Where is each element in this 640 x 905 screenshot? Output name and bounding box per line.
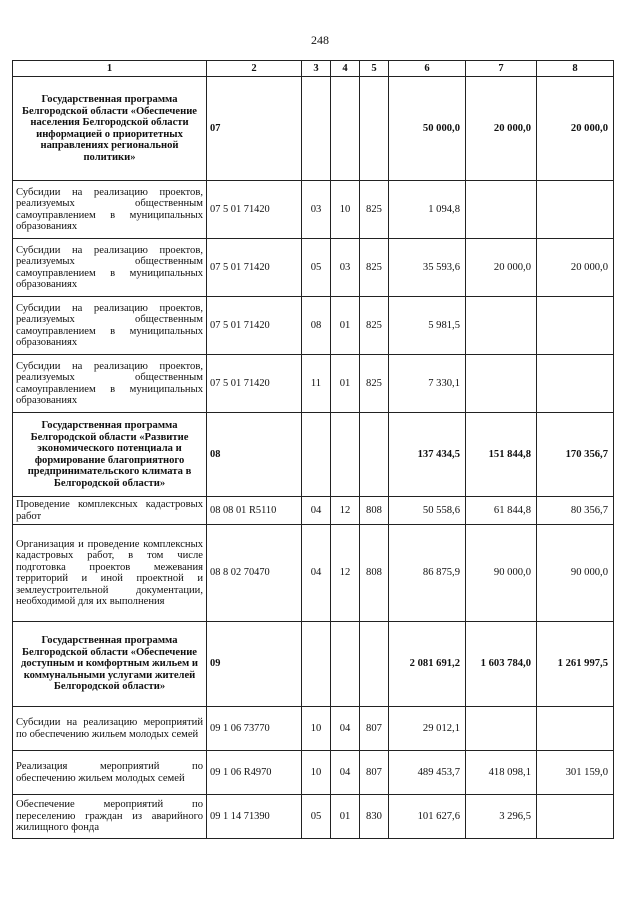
program-row <box>13 622 614 707</box>
row-section: 04 <box>302 525 331 622</box>
row-value-6: 489 453,7 <box>389 751 466 795</box>
row-value-6: 50 000,0 <box>389 77 466 181</box>
row-ministry: 807 <box>360 707 389 751</box>
row-value-7: 1 603 784,0 <box>466 622 537 707</box>
table-row <box>13 181 614 239</box>
row-name: Субсидии на реализацию проектов, реализуемых общественным самоуправлением в муниципальных образованиях <box>13 181 207 239</box>
row-name: Субсидии на реализацию проектов, реализуемых общественным самоуправлением в муниципальных образованиях <box>13 355 207 413</box>
row-code: 07 5 01 71420 <box>207 181 302 239</box>
row-name: Государственная программа Белгородской области «Обеспечение населения Белгородской области информацией о приоритетных направлениях региональной политики» <box>13 77 207 181</box>
row-name: Государственная программа Белгородской области «Развитие экономического потенциала и формирование благоприятного предпринимательского климата в Белгородской области» <box>13 413 207 497</box>
row-ministry: 808 <box>360 497 389 525</box>
row-name: Субсидии на реализацию проектов, реализуемых общественным самоуправлением в муниципальных образованиях <box>13 239 207 297</box>
row-value-6: 1 094,8 <box>389 181 466 239</box>
row-code: 09 1 14 71390 <box>207 795 302 839</box>
row-value-8 <box>537 707 614 751</box>
row-subsection: 01 <box>331 355 360 413</box>
table-row <box>13 795 614 839</box>
row-code: 08 <box>207 413 302 497</box>
column-header: 8 <box>537 61 614 77</box>
row-value-7 <box>466 707 537 751</box>
table-row <box>13 525 614 622</box>
row-value-7 <box>466 355 537 413</box>
row-subsection: 12 <box>331 525 360 622</box>
row-value-8: 170 356,7 <box>537 413 614 497</box>
row-value-8: 20 000,0 <box>537 239 614 297</box>
row-section <box>302 413 331 497</box>
row-name: Субсидии на реализацию проектов, реализуемых общественным самоуправлением в муниципальных образованиях <box>13 297 207 355</box>
row-section <box>302 622 331 707</box>
row-value-8 <box>537 795 614 839</box>
row-value-7: 90 000,0 <box>466 525 537 622</box>
table-row <box>13 297 614 355</box>
row-ministry: 807 <box>360 751 389 795</box>
row-value-6: 5 981,5 <box>389 297 466 355</box>
row-ministry: 825 <box>360 181 389 239</box>
column-header: 2 <box>207 61 302 77</box>
row-value-6: 101 627,6 <box>389 795 466 839</box>
row-ministry: 830 <box>360 795 389 839</box>
row-value-7: 3 296,5 <box>466 795 537 839</box>
row-value-8: 90 000,0 <box>537 525 614 622</box>
column-header: 1 <box>13 61 207 77</box>
row-section: 03 <box>302 181 331 239</box>
row-name: Субсидии на реализацию мероприятий по обеспечению жильем молодых семей <box>13 707 207 751</box>
row-ministry: 825 <box>360 239 389 297</box>
row-value-6: 86 875,9 <box>389 525 466 622</box>
row-value-6: 7 330,1 <box>389 355 466 413</box>
table-row <box>13 239 614 297</box>
row-name: Государственная программа Белгородской области «Обеспечение доступным и комфортным жильем и коммунальными услугами жителей Белгородской области» <box>13 622 207 707</box>
row-ministry <box>360 77 389 181</box>
row-code: 09 1 06 73770 <box>207 707 302 751</box>
row-value-8: 301 159,0 <box>537 751 614 795</box>
program-row <box>13 77 614 181</box>
row-code: 07 5 01 71420 <box>207 355 302 413</box>
column-header: 3 <box>302 61 331 77</box>
row-value-7: 418 098,1 <box>466 751 537 795</box>
budget-table <box>12 60 614 839</box>
row-name: Проведение комплексных кадастровых работ <box>13 497 207 525</box>
row-value-7: 20 000,0 <box>466 77 537 181</box>
row-value-7 <box>466 181 537 239</box>
table-header-row <box>13 61 614 77</box>
page-number: 248 <box>311 33 329 47</box>
row-value-7 <box>466 297 537 355</box>
row-name: Реализация мероприятий по обеспечению жильем молодых семей <box>13 751 207 795</box>
row-code: 09 <box>207 622 302 707</box>
row-value-8: 20 000,0 <box>537 77 614 181</box>
row-subsection <box>331 413 360 497</box>
row-code: 08 8 02 70470 <box>207 525 302 622</box>
table-row <box>13 751 614 795</box>
column-header: 7 <box>466 61 537 77</box>
row-section: 11 <box>302 355 331 413</box>
row-name: Обеспечение мероприятий по переселению граждан из аварийного жилищного фонда <box>13 795 207 839</box>
row-subsection: 01 <box>331 795 360 839</box>
row-subsection <box>331 77 360 181</box>
row-code: 09 1 06 R4970 <box>207 751 302 795</box>
row-subsection: 04 <box>331 751 360 795</box>
row-subsection <box>331 622 360 707</box>
row-subsection: 03 <box>331 239 360 297</box>
row-value-7: 61 844,8 <box>466 497 537 525</box>
row-ministry: 825 <box>360 355 389 413</box>
row-section: 05 <box>302 239 331 297</box>
program-row <box>13 413 614 497</box>
row-value-7: 151 844,8 <box>466 413 537 497</box>
row-value-8 <box>537 355 614 413</box>
row-value-6: 2 081 691,2 <box>389 622 466 707</box>
column-header: 5 <box>360 61 389 77</box>
row-section: 10 <box>302 707 331 751</box>
row-code: 07 <box>207 77 302 181</box>
row-section <box>302 77 331 181</box>
column-header: 6 <box>389 61 466 77</box>
table-row <box>13 355 614 413</box>
column-header: 4 <box>331 61 360 77</box>
row-value-8: 80 356,7 <box>537 497 614 525</box>
row-value-8: 1 261 997,5 <box>537 622 614 707</box>
row-value-6: 29 012,1 <box>389 707 466 751</box>
row-value-8 <box>537 297 614 355</box>
row-subsection: 04 <box>331 707 360 751</box>
row-value-8 <box>537 181 614 239</box>
row-subsection: 12 <box>331 497 360 525</box>
row-name: Организация и проведение комплексных кадастровых работ, в том числе подготовка проектов межевания территорий и иной проектной и землеустроительной документации, необходимой для их выполнения <box>13 525 207 622</box>
row-section: 10 <box>302 751 331 795</box>
row-code: 07 5 01 71420 <box>207 239 302 297</box>
row-value-7: 20 000,0 <box>466 239 537 297</box>
row-ministry: 808 <box>360 525 389 622</box>
row-code: 07 5 01 71420 <box>207 297 302 355</box>
row-section: 04 <box>302 497 331 525</box>
row-section: 05 <box>302 795 331 839</box>
row-value-6: 35 593,6 <box>389 239 466 297</box>
table-row <box>13 707 614 751</box>
row-subsection: 01 <box>331 297 360 355</box>
row-value-6: 50 558,6 <box>389 497 466 525</box>
row-value-6: 137 434,5 <box>389 413 466 497</box>
row-ministry: 825 <box>360 297 389 355</box>
row-ministry <box>360 413 389 497</box>
table-row <box>13 497 614 525</box>
row-code: 08 08 01 R5110 <box>207 497 302 525</box>
row-subsection: 10 <box>331 181 360 239</box>
row-section: 08 <box>302 297 331 355</box>
row-ministry <box>360 622 389 707</box>
